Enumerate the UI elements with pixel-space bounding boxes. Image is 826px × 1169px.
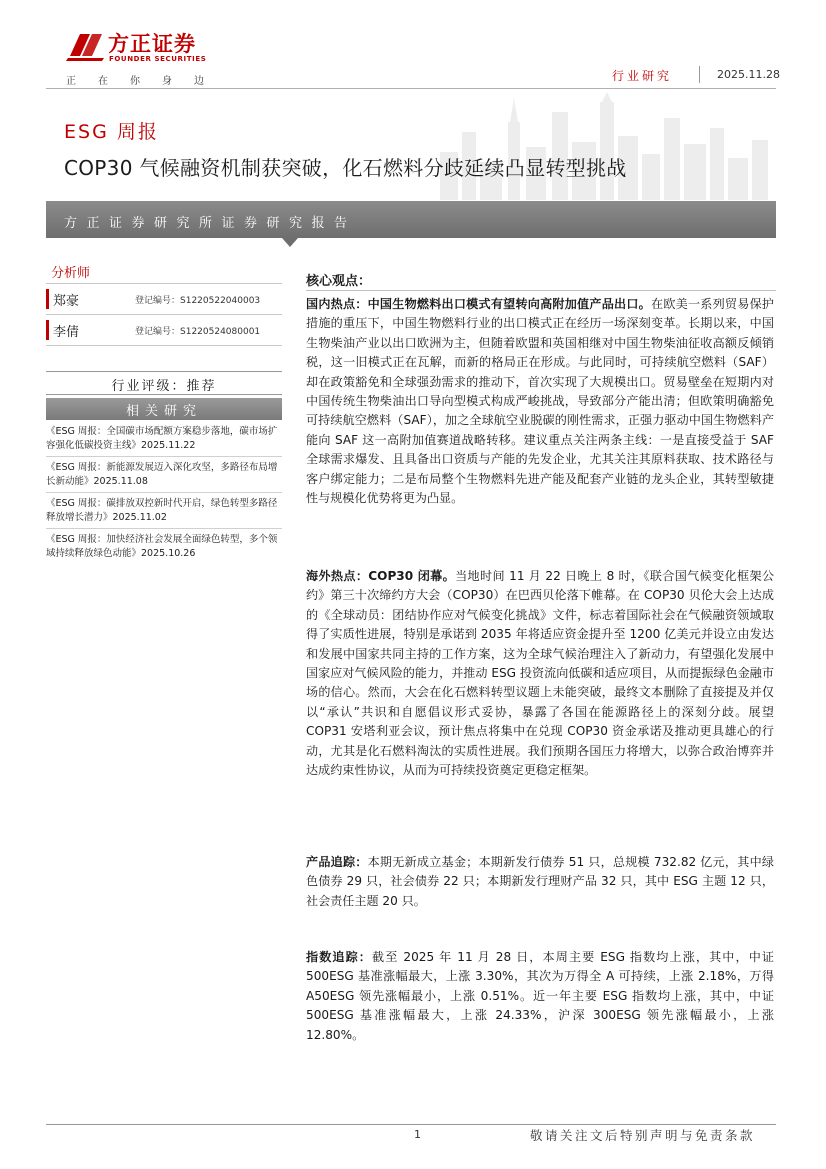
core-view-title: 核心观点： (306, 274, 372, 289)
section-heading: 指数追踪： (306, 950, 373, 964)
analyst-rule (46, 345, 282, 346)
analyst-name: 郑豪 (53, 294, 80, 309)
section-heading: 产品追踪： (306, 855, 368, 869)
related-rule (46, 492, 282, 493)
header-divider (699, 66, 700, 83)
slogan: 正在你身边 (66, 76, 226, 87)
header-rule (46, 88, 776, 89)
report-date: 2025.11.28 (717, 68, 780, 81)
analyst-reg: 登记编号：S1220524080001 (135, 327, 261, 337)
analyst-rule (46, 283, 282, 284)
industry-rating: 行业评级：推荐 (46, 371, 282, 395)
product-tracking-paragraph (306, 853, 774, 911)
section-body: 本期无新成立基金；本期新发行债券 51 只，总规模 732.82 亿元，其中绿色债券 29 只，社会债券 22 只；本期新发行理财产品 32 只，其中 ESG 主题 12 只，社会责任主题 20 只。 (306, 855, 774, 908)
related-rule (46, 456, 282, 457)
analyst-marker (46, 320, 49, 340)
related-rule (46, 528, 282, 529)
related-report-link[interactable]: 《ESG 周报：加快经济社会发展全面绿色转型，多个领域持续释放绿色动能》2025.10.26 (46, 534, 278, 559)
disclaimer-notice: 敬请关注文后特别声明与免责条款 (530, 1128, 756, 1143)
analyst-label: 分析师 (51, 266, 91, 281)
page-number: 1 (414, 1128, 421, 1141)
report-category: 行业研究 (612, 69, 673, 83)
section-body: 截至 2025 年 11 月 28 日，本周主要 ESG 指数均上涨，其中，中证 500ESG 基准涨幅最大，上涨 3.30%，其次为万得全 A 可持续，上涨 2.18%，万得 A50ESG 领先涨幅最小，上涨 0.51%。近一年主要 ESG 指数均上涨，其中，中证 500ESG 基准涨幅最大，上涨 24.33%，沪深 300ESG 领先涨幅最小，上涨 12.80%。 (306, 950, 774, 1042)
related-report-link[interactable]: 《ESG 周报：碳排放双控新时代开启，绿色转型多路径释放增长潜力》2025.11.02 (46, 498, 278, 523)
logo-en: FOUNDER SECURITIES (109, 55, 207, 63)
related-report-link[interactable]: 《ESG 周报：全国碳市场配额方案稳步落地，碳市场扩容强化低碳投资主线》2025.11.22 (46, 426, 278, 451)
footer-rule (46, 1124, 776, 1125)
report-series: ESG 周报 (64, 121, 159, 143)
analyst-name: 李倩 (53, 325, 80, 340)
analyst-reg: 登记编号：S1220522040003 (135, 296, 261, 306)
founder-logo-icon (66, 30, 106, 62)
index-tracking-paragraph (306, 948, 774, 1045)
section-heading: 国内热点：中国生物燃料出口模式有望转向高附加值产品出口。 (306, 297, 651, 311)
related-report-link[interactable]: 《ESG 周报：新能源发展迈入深化攻坚，多路径布局增长新动能》2025.11.08 (46, 462, 278, 487)
section-body: 在欧美一系列贸易保护措施的重压下，中国生物燃料行业的出口模式正在经历一场深刻变革。长期以来，中国生物柴油产业以出口欧洲为主，但随着欧盟和英国相继对中国生物柴油征收高额反倾销税，这一旧模式正在瓦解，而新的格局正在形成。与此同时，可持续航空燃料（SAF）却在政策豁免和全球强劲需求的推动下，首次实现了大规模出口。贸易壁垒在短期内对中国传统生物柴油出口导向型模式构成严峻挑战，导致部分产能出清；但欧策明确豁免可持续航空燃料（SAF），加之全球航空业脱碳的刚性需求，正强力驱动中国生物燃料产能向 SAF 这一高附加值赛道战略转移。建议重点关注两条主线：一是直接受益于 SAF 全球需求爆发、且具备出口资质与产能的先发企业，尤其关注其原料获取、技术路径与客户绑定能力；二是布局整个生物燃料先进产能及配套产业链的龙头企业，其转型敏捷性与规模化优势将更为凸显。 (306, 297, 774, 506)
overseas-hotspot-paragraph (306, 567, 774, 780)
analyst-marker (46, 289, 49, 309)
domestic-hotspot-paragraph (306, 295, 774, 508)
banner-text: 方正证券研究所证券研究报告 (64, 216, 357, 231)
report-title: COP30 气候融资机制获突破，化石燃料分歧延续凸显转型挑战 (64, 156, 627, 180)
core-rule (306, 290, 776, 291)
logo-cn: 方正证券 (108, 32, 196, 56)
analyst-row (46, 287, 282, 313)
analyst-rule (46, 314, 282, 315)
city-skyline-watermark (430, 92, 776, 200)
analyst-row (46, 318, 282, 344)
section-heading: 海外热点：COP30 闭幕。 (306, 569, 456, 583)
related-research-header: 相关研究 (46, 398, 282, 420)
banner-pointer (282, 238, 298, 247)
section-body: 当地时间 11 月 22 日晚上 8 时，《联合国气候变化框架公约》第三十次缔约方大会（COP30）在巴西贝伦落下帷幕。在 COP30 贝伦大会上达成的《全球动员：团结协作应对气候变化挑战》文件，标志着国际社会在气候融资领域取得了实质性进展，特别是承诺到 2035 年将适应资金提升至 1200 亿美元并设立由发达和发展中国家共同主持的工作方案，这为全球气候治理注入了新动力，有望强化发展中国家应对气候风险的能力，并推动 ESG 投资流向低碳和适应项目，从而提振绿色金融市场的信心。然而，大会在化石燃料转型议题上未能突破，最终文本删除了直接提及并仅以“承认”共识和自愿倡议形式妥协，暴露了各国在能源路径上的深刻分歧。展望 COP31 安塔利亚会议，预计焦点将集中在兑现 COP30 资金承诺及推动更具雄心的行动，尤其是化石燃料淘汰的实质性进展。我们预期各国压力将增大，以弥合政治博弈并达成约束性协议，从而为可持续投资奠定更稳定框架。 (306, 569, 774, 778)
